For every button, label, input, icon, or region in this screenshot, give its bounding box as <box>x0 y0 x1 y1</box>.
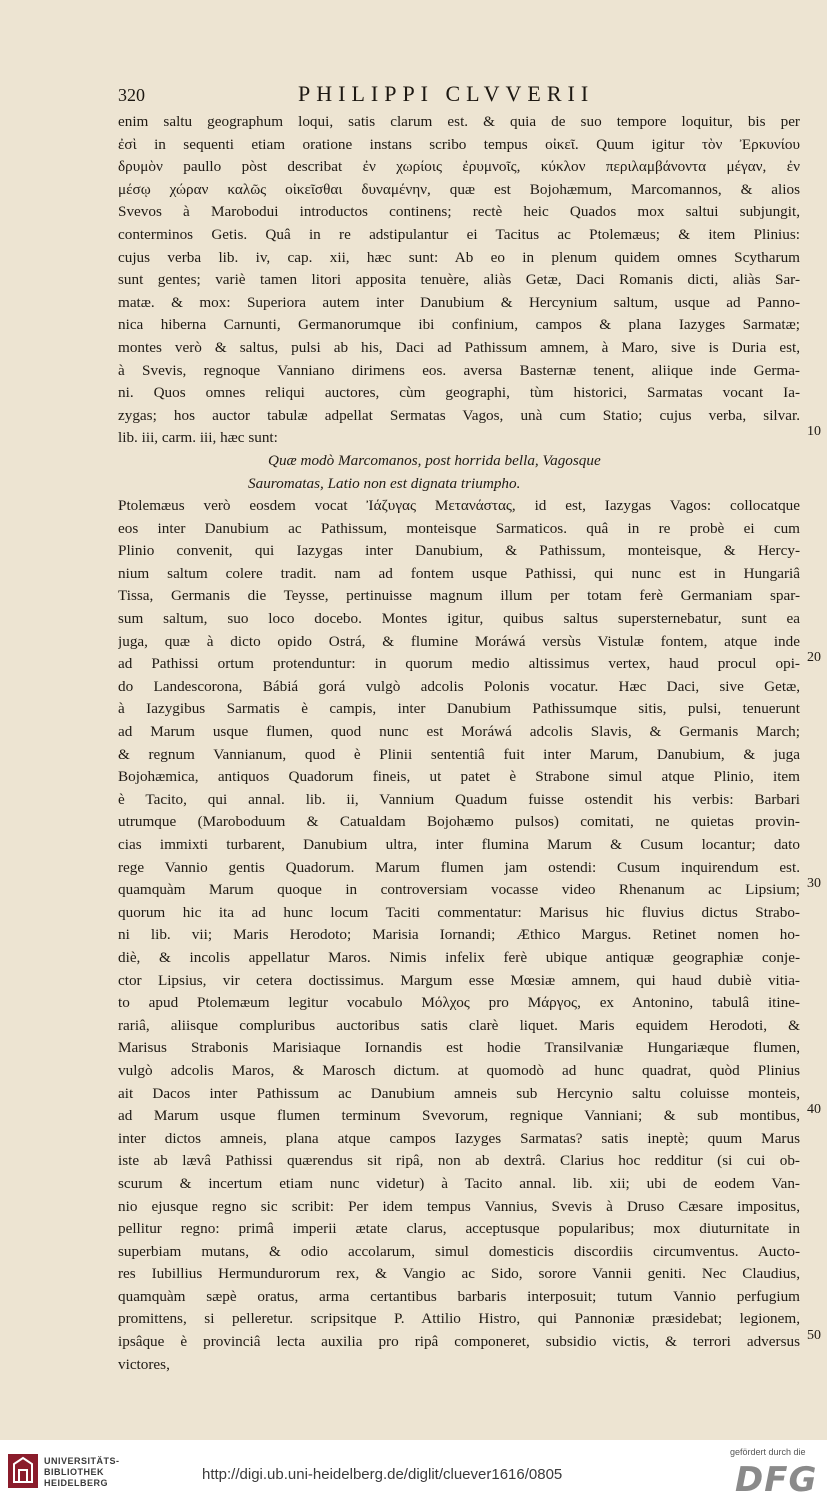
text-line: inter dictos amneis, plana atque campos Iazyges Sarmatas? satis ineptè; quum Marus <box>118 1129 800 1147</box>
body-text <box>118 111 800 1376</box>
text-line: à Svevis, regnoque Vanniano dirimens eos. aversa Basternæ tenent, aliique inde Germa- <box>118 361 800 379</box>
text-line: rariâ, aliisque compluribus auctoribus satis clarè liquet. Maris equidem Herodoti, & <box>118 1016 800 1034</box>
text-line: to apud Ptolemæum legitur vocabulo Μόλχος pro Μάργος, ex Antonino, tabulâ itine- <box>118 994 800 1012</box>
text-line: conterminos Getis. Quâ in re adstipulantur ei Tacitus ac Ptolemæus; & item Plinius: <box>118 225 800 243</box>
text-line: Quæ modò Marcomanos, post horrida bella, Vagosque <box>268 451 601 469</box>
text-line: rege Vannio gentis Quadorum. Marum flumen jam ostendi: Cusum inquirendum est. <box>118 858 800 876</box>
text-line: cias immixti turbarent, Danubium ultra, inter flumina Marum & Cusum locantur; dato <box>118 836 800 853</box>
margin-number: 10 <box>807 424 821 439</box>
margin-number: 40 <box>807 1102 821 1117</box>
text-line: juga, quæ à dicto opido Ostrá, & flumine Moráwá versùs Vistulæ fontem, atque inde <box>118 632 800 650</box>
text-line: victores, <box>118 1355 170 1373</box>
text-line: res Iubillius Hermundurorum rex, & Vangio ac Sido, sorore Vannii geniti. Nec Claudius, <box>118 1265 800 1283</box>
text-line: ad Marum usque flumen terminum Svevorum, regnique Vanniani; & sub montibus, <box>118 1107 800 1125</box>
text-line: enim saltu geographum loqui, satis clarum est. & quia de suo tempore loquitur, bis per <box>118 113 800 130</box>
text-line: è Tacito, qui annal. lib. ii, Vannium Quadum fuisse ostendit his verbis: Barbari <box>118 790 800 808</box>
text-line: ad Marum usque flumen, quod nunc est Moráwá adcolis Slavis, & Germanis March; <box>118 723 800 741</box>
text-line: zygas; hos auctor tabulæ adpellat Sermatas Vagos, unà cum Statio; cujus verba, silvar. <box>118 406 800 424</box>
page-number: 320 <box>118 85 145 105</box>
text-line: nio ejusque regno sic scribit: Per idem tempus Vannius, Svevis à Druso Cæsare impositus, <box>118 1197 800 1215</box>
margin-number: 20 <box>807 650 821 665</box>
text-line: Marisus Strabonis Marisiaque Iornandis est hodie Transilvaniæ Hungariæque flumen, <box>118 1039 800 1057</box>
text-line: ni. Quos omnes reliqui auctores, cùm geographi, tùm historici, Sarmatas vocant Ia- <box>118 384 800 402</box>
text-line: lib. iii, carm. iii, hæc sunt: <box>118 429 278 447</box>
text-line: Plinio convenit, qui Iazygas inter Danubium, & Pathissum, monteisque, & Hercy- <box>118 542 800 560</box>
text-line: ctor Lipsius, vir cetera doctissimus. Margum esse Mœsiæ amnem, qui haud dubiè vitia- <box>118 971 800 989</box>
permalink-url[interactable]: http://digi.ub.uni-heidelberg.de/diglit/cluever1616/0805 <box>202 1466 563 1483</box>
text-line: nica hiberna Carnunti, Germanorumque ibi confinium, campos & plana Iazyges Sarmatæ; <box>118 316 800 334</box>
text-line: cujus verba lib. iv, cap. xii, hæc sunt: Ab eo in plenum quidem omnes Scytharum <box>118 248 800 266</box>
text-line: ni lib. vii; Maris Herodoto; Marisia Iornandi; Æthico Margus. Retinet nomen ho- <box>118 926 800 944</box>
university-library-logo-icon <box>8 1454 38 1488</box>
text-line: Sauromatas, Latio non est dignata triumpho. <box>248 474 521 492</box>
text-line: sum saltum, suo loco docebo. Montes igitur, quibus saltus supersternebatur, sunt ea <box>118 610 800 628</box>
text-line: montes verò & saltus, pulsi ab his, Daci ad Pathissum amnem, à Maro, sive is Duria est, <box>118 338 800 356</box>
text-line: ait Dacos inter Pathissum ac Danubium amneis sub Hercynio saltu coluisse monteis, <box>118 1084 800 1102</box>
text-line: sunt gentes; variè tamen litori apposita tenuère, aliàs Getæ, Daci Romanis dicti, aliàs Sar- <box>118 271 800 289</box>
footer-bar <box>0 1440 827 1503</box>
text-line: ἐσὶ in sequenti etiam oratione instans scribo tempus οἰκεῖ. Quum igitur τὸν Ἐρκυνίου <box>118 135 800 153</box>
text-line: promittens, si pelleretur. scripsitque P. Attilio Histro, qui Pannoniæ præsidebat; legionem, <box>118 1310 800 1328</box>
text-line: quamquàm Marum quoque in controversiam vocasse video Rhenanum ac Lipsium; <box>118 881 800 899</box>
library-name: UNIVERSITÄTS- BIBLIOTHEK HEIDELBERG <box>44 1456 120 1488</box>
text-line: & regnum Vannianum, quod è Plinii sententiâ fuit inter Marum, Danubium, & juga <box>118 745 800 763</box>
text-line: ad Pathissi ortum protenduntur: in quorum medio altissimus vertex, haud procul opi- <box>118 655 800 673</box>
text-line: nium saltum colere tradit. nam ad fontem usque Pathissi, qui nunc est in Hungariâ <box>118 564 800 582</box>
text-line: scurum & incertum etiam nunc videtur) à Tacito annal. lib. xii; ubi de eodem Van- <box>118 1174 800 1192</box>
funding-label: gefördert durch die <box>730 1447 806 1457</box>
text-line: iste ab lævâ Pathissi quærendus sit ripâ, non ab dextrâ. Clarius hoc redditur (si cui ob- <box>118 1152 800 1170</box>
dfg-logo: DFG <box>735 1460 818 1500</box>
text-line: Svevos à Marobodui introductos continens; rectè heic Quados mox saltui subjungit, <box>118 203 800 221</box>
text-line: eos inter Danubium ac Pathissum, monteisque Sarmaticos. quâ in re probè ei cum <box>118 519 800 537</box>
text-line: quamquàm sæpè oratus, arma certantibus barbaris interposuit; tutum Vannio perfugium <box>118 1287 800 1305</box>
text-line: à Iazygibus Sarmatis è campis, inter Danubium Pathissumque sitis, pulsi, tenuerunt <box>118 700 800 718</box>
text-line: superbiam mutans, & odio accolarum, simul domesticis discordiis circumventus. Aucto- <box>118 1242 800 1260</box>
text-line: Ptolemæus verò eosdem vocat Ἰάζυγας Μετανάστας, id est, Iazygas Vagos: collocatque <box>118 497 800 515</box>
text-line: Bojohæmica, antiquos Quadorum fineis, ut patet è Strabone simul atque Plinio, item <box>118 768 800 786</box>
text-line: matæ. & mox: Superiora autem inter Danubium & Hercynium saltum, usque ad Panno- <box>118 293 800 311</box>
text-line: diè, & incolis appellatur Maros. Nimis infelix ferè ubique antiquæ geographiæ conje- <box>118 948 800 966</box>
text-line: δρυμὸν paullo pòst describat ἐν χωρίοις ἐρυμνοῖς, κύκλον περιλαμβάνοντα μέγαν, ἐν <box>118 158 800 176</box>
margin-number: 30 <box>807 876 821 891</box>
text-line: ipsâque è provinciâ lecta auxilia pro ripâ componeret, subsidio victis, & terrori adversus <box>118 1333 800 1351</box>
text-line: utrumque (Maroboduum & Catualdam Bojohæmo pulsos) comitati, ne quietas provin- <box>118 813 800 831</box>
text-line: μέσῳ χώραν καλῶς οἰκεῖσθαι δυναμένην, quæ est Bojohæmum, Marcomannos, & alios <box>118 180 800 198</box>
running-title: PHILIPPI CLVVERII <box>298 81 595 106</box>
text-line: pellitur regno: primâ imperii ætate clarus, acceptusque popularibus; mox diuturnitate in <box>118 1220 800 1238</box>
text-line: Tissa, Germanis die Teysse, pertinuisse magnum illum per totam ferè Germaniam spar- <box>118 587 800 605</box>
text-line: vulgò adcolis Maros, & Marosch dictum. at quomodò ad hunc quadrat, quòd Plinius <box>118 1061 800 1079</box>
page-header <box>118 81 798 109</box>
text-line: do Landescorona, Bábiá gorá vulgò adcolis Polonis vocatur. Hæc Daci, sive Getæ, <box>118 677 800 695</box>
text-line: quorum hic ita ad hunc locum Taciti commentatur: Marisus hic fluvius dictus Strabo- <box>118 903 800 921</box>
margin-number: 50 <box>807 1328 821 1343</box>
